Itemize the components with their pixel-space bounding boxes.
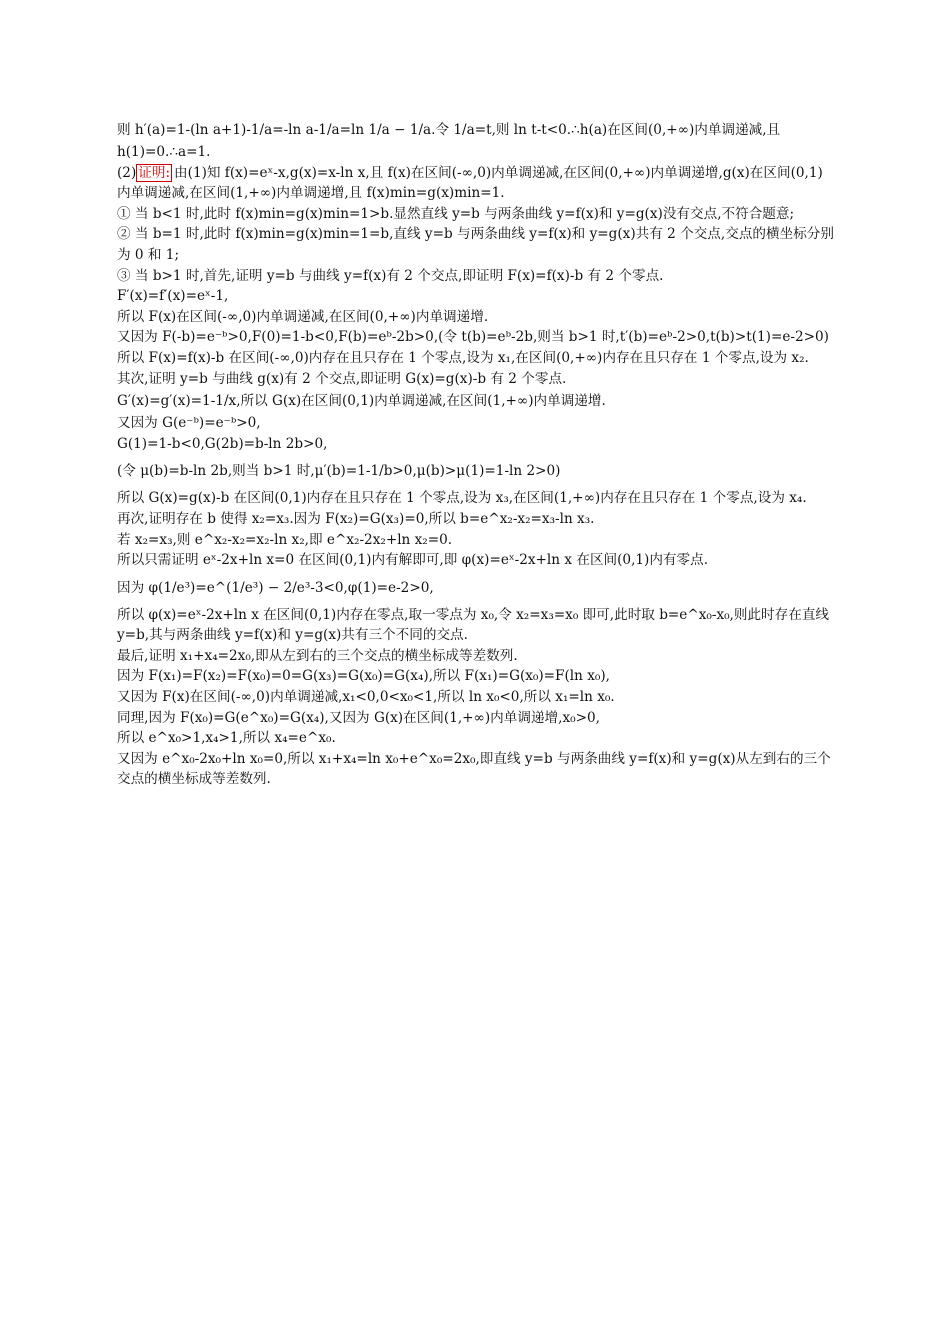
text-line [117,550,835,571]
line-text: 其次,证明 y=b 与曲线 g(x)有 2 个交点,即证明 G(x)=g(x)-b 有 2 个零点. [117,370,567,387]
line-text: 再次,证明存在 b 使得 x₂=x₃.因为 F(x₂)=G(x₃)=0,所以 b=e^x₂-x₂=x₃-ln x₃. [117,510,595,527]
text-line [117,573,835,603]
line-text: 又因为 F(x)在区间(-∞,0)内单调递减,x₁<0,0<x₀<1,所以 ln x₀<0,所以 x₁=ln x₀. [117,689,615,706]
text-line [117,266,835,287]
text-line [117,389,835,413]
text-line [117,369,835,390]
text-line [117,666,835,687]
line-text: 由(1)知 f(x)=eˣ-x,g(x)=x-ln x,且 f(x)在区间(-∞,0)内单调递减,在区间(0,+∞)内单调递增,g(x)在区间(0,1)内单调递减,在区间(1,+∞)内单调递增,且 f(x)min=g(x)min=1. [117,164,823,202]
line-text: 最后,证明 x₁+x₄=2x₀,即从左到右的三个交点的横坐标成等差数列. [117,647,518,664]
text-line [117,163,835,204]
proof-tag: 证明: [138,164,171,181]
text-line [117,327,835,348]
document-body [117,118,835,790]
text-line [117,605,835,646]
text-line [117,413,835,434]
text-line [117,204,835,225]
text-line [117,708,835,729]
line-text: 所以 G(x)=g(x)-b 在区间(0,1)内存在且只存在 1 个零点,设为 x₃,在区间(1,+∞)内存在且只存在 1 个零点,设为 x₄. [117,490,807,507]
line-text: 所以 e^x₀>1,x₄>1,所以 x₄=e^x₀. [117,730,336,747]
text-line [117,348,835,369]
text-line [117,728,835,749]
line-text: 所以只需证明 eˣ-2x+ln x=0 在区间(0,1)内有解即可,即 φ(x)=eˣ-2x+ln x 在区间(0,1)内有零点. [117,552,709,569]
line-text: 所以 F(x)在区间(-∞,0)内单调递减,在区间(0,+∞)内单调递增. [117,308,489,325]
text-line [117,530,835,551]
text-line [117,646,835,667]
text-line [117,749,835,790]
line-text: (令 μ(b)=b-ln 2b,则当 b>1 时,μ′(b)=1-1/b>0,μ(b)>μ(1)=1-ln 2>0) [117,463,561,480]
text-line [117,434,835,455]
text-line [117,286,835,307]
line-text: G′(x)=g′(x)=1-1/x,所以 G(x)在区间(0,1)内单调递减,在区间(1,+∞)内单调递增. [117,393,606,410]
line-text: 若 x₂=x₃,则 e^x₂-x₂=x₂-ln x₂,即 e^x₂-2x₂+ln x₂=0. [117,531,453,548]
line-text: 又因为 G(e⁻ᵇ)=e⁻ᵇ>0, [117,415,261,432]
text-line [117,118,835,142]
line-text: 所以 φ(x)=eˣ-2x+ln x 在区间(0,1)内存在零点,取一零点为 x₀,令 x₂=x₃=x₀ 即可,此时取 b=e^x₀-x₀,则此时存在直线 y=b,其与两条曲线 y=f(x)和 y=g(x)共有三个不同的交点. [117,606,830,644]
part-number: (2) [117,164,137,181]
text-line [117,687,835,708]
line-text: ① 当 b<1 时,此时 f(x)min=g(x)min=1>b.显然直线 y=b 与两条曲线 y=f(x)和 y=g(x)没有交点,不符合题意; [117,205,795,222]
line-text: ③ 当 b>1 时,首先,证明 y=b 与曲线 y=f(x)有 2 个交点,即证明 F(x)=f(x)-b 有 2 个零点. [117,267,664,284]
text-line [117,307,835,328]
text-line [117,224,835,265]
line-text: 又因为 e^x₀-2x₀+ln x₀=0,所以 x₁+x₄=ln x₀+e^x₀=2x₀,即直线 y=b 与两条曲线 y=f(x)和 y=g(x)从左到右的三个交点的横坐标成等差数列. [117,750,831,788]
line-text: h(1)=0.∴a=1. [117,144,211,160]
line-text: 所以 F(x)=f(x)-b 在区间(-∞,0)内存在且只存在 1 个零点,设为 x₁,在区间(0,+∞)内存在且只存在 1 个零点,设为 x₂. [117,349,809,366]
line-text: 因为 F(x₁)=F(x₂)=F(x₀)=0=G(x₃)=G(x₀)=G(x₄),所以 F(x₁)=G(x₀)=F(ln x₀), [117,668,610,685]
text-line [117,142,835,163]
line-text: G(1)=1-b<0,G(2b)=b-ln 2b>0, [117,435,328,452]
line-text: F′(x)=f′(x)=eˣ-1, [117,288,229,305]
line-text: 则 h′(a)=1-(ln a+1)-1/a=-ln a-1/a=ln 1/a − 1/a.令 1/a=t,则 ln t-t<0.∴h(a)在区间(0,+∞)内单调递减,且 [117,122,781,138]
text-line [117,456,835,486]
line-text: 又因为 F(-b)=e⁻ᵇ>0,F(0)=1-b<0,F(b)=eᵇ-2b>0,(令 t(b)=eᵇ-2b,则当 b>1 时,t′(b)=eᵇ-2>0,t(b)>t(1)=e-2>0) [117,329,829,346]
text-line [117,509,835,530]
text-line [117,488,835,509]
line-text: 同理,因为 F(x₀)=G(e^x₀)=G(x₄),又因为 G(x)在区间(1,+∞)内单调递增,x₀>0, [117,709,600,726]
line-text: 因为 φ(1/e³)=e^(1/e³) − 2/e³-3<0,φ(1)=e-2>0, [117,579,434,596]
line-text: ② 当 b=1 时,此时 f(x)min=g(x)min=1=b,直线 y=b 与两条曲线 y=f(x)和 y=g(x)共有 2 个交点,交点的横坐标分别为 0 和 1; [117,226,834,263]
